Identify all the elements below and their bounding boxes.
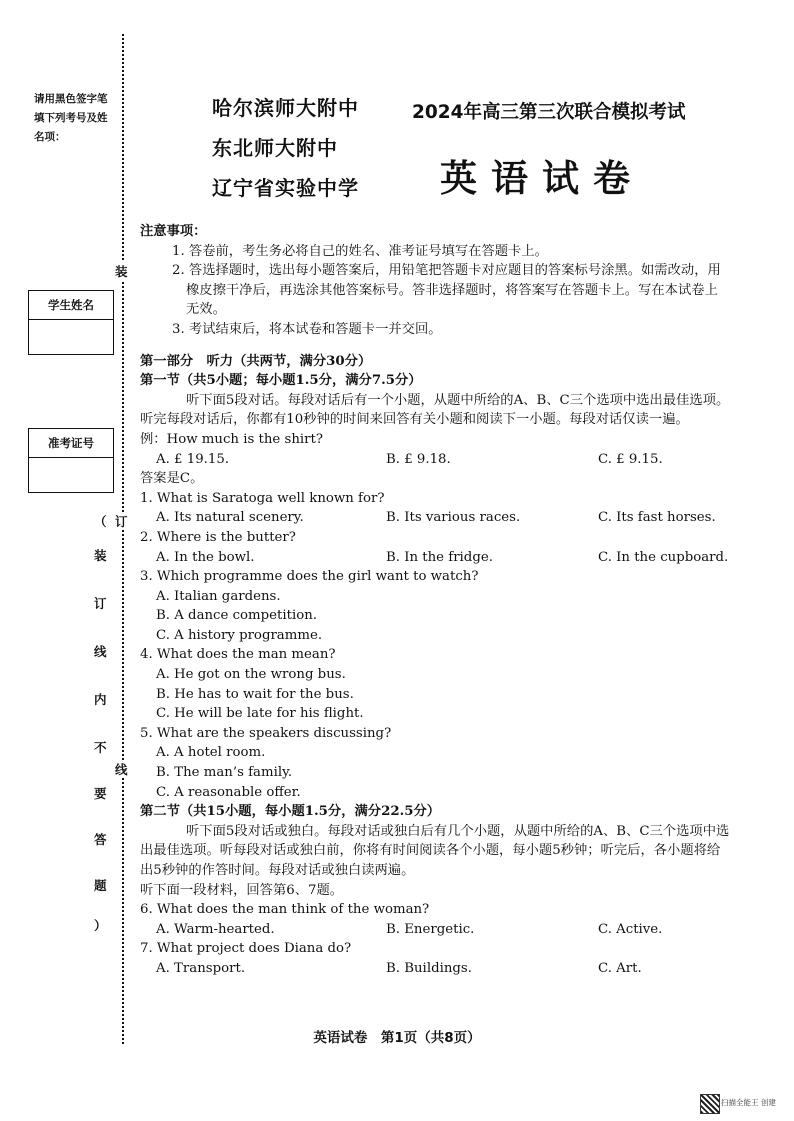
binding-notice-char: 装: [94, 548, 107, 563]
note-item: 3. 考试结束后，将本试卷和答题卡一并交回。: [172, 321, 442, 337]
option: B. Its various races.: [386, 510, 521, 526]
binding-char-xian: 线: [115, 762, 128, 777]
note-item: 2. 答选择题时，选出每小题答案后，用铅笔把答题卡对应题目的答案标号涂黑。如需改动，用: [172, 263, 721, 279]
binding-notice-char: ）: [94, 918, 107, 933]
binding-notice-char: 不: [94, 740, 107, 755]
page-footer: 英语试卷 第1页（共8页）: [313, 1030, 481, 1046]
school-name: 辽宁省实验中学: [212, 176, 359, 200]
option: B. £ 9.18.: [386, 451, 451, 467]
exam-title: 2024年高三第三次联合模拟考试: [412, 102, 686, 123]
question-options: [140, 508, 780, 528]
example-options: [140, 450, 780, 470]
option: A. Its natural scenery.: [156, 510, 304, 526]
option: A. Italian gardens.: [156, 588, 281, 604]
option: C. Its fast horses.: [598, 510, 716, 526]
option: C. Active.: [598, 921, 663, 937]
binding-notice-char: 订: [94, 596, 107, 611]
scanner-watermark: 扫描全能王 创建: [721, 1098, 776, 1107]
section2-lead: 听下面一段材料，回答第6、7题。: [140, 882, 344, 898]
option: C. A history programme.: [156, 627, 323, 643]
note-item: 1. 答卷前，考生务必将自己的姓名、准考证号填写在答题卡上。: [172, 243, 548, 259]
option: A. £ 19.15.: [156, 451, 230, 467]
option: C. In the cupboard.: [598, 549, 729, 565]
option: B. He has to wait for the bus.: [156, 686, 354, 702]
example-answer: 答案是C。: [140, 471, 204, 487]
option: B. Buildings.: [386, 960, 472, 976]
section2-title: 第二节（共15小题，每小题1.5分，满分22.5分）: [140, 804, 441, 820]
school-name: 哈尔滨师大附中: [212, 96, 359, 120]
qr-code-icon: [700, 1094, 720, 1114]
option: B. Energetic.: [386, 921, 475, 937]
binding-notice-char: 要: [94, 786, 107, 801]
section1-title: 第一节（共5小题；每小题1.5分，满分7.5分）: [140, 373, 422, 389]
question: 5. What are the speakers discussing?: [140, 725, 392, 741]
exam-id-box: [28, 428, 114, 493]
example-question: 例：How much is the shirt?: [140, 431, 323, 447]
binding-char-ding: 订: [115, 514, 128, 529]
question: 1. What is Saratoga well known for?: [140, 490, 385, 506]
option: C. Art.: [598, 960, 642, 976]
note-item: 橡皮擦干净后，再选涂其他答案标号。答非选择题时，将答案写在答题卡上。写在本试卷上: [186, 282, 718, 298]
option: A. Warm-hearted.: [156, 921, 275, 937]
question-options: [140, 920, 780, 940]
school-name: 东北师大附中: [212, 136, 338, 160]
binding-notice-char: 线: [94, 644, 107, 659]
option: C. A reasonable offer.: [156, 784, 301, 800]
question: 6. What does the man think of the woman?: [140, 902, 430, 918]
question-options: [140, 959, 780, 979]
question-options: [140, 548, 780, 568]
student-name-box: [28, 290, 114, 355]
section2-directions: 出5秒钟的作答时间。每段对话或独白读两遍。: [140, 863, 415, 878]
binding-notice-char: 答: [94, 832, 107, 847]
section1-directions: 听完每段对话后，你都有10秒钟的时间来回答有关小题和阅读下一小题。每段对话仅读一遍。: [140, 412, 689, 428]
binding-notice-char: 题: [94, 878, 107, 893]
binding-char-zhuang: 装: [115, 264, 128, 279]
part1-title: 第一部分 听力（共两节，满分30分）: [140, 353, 372, 369]
option: B. In the fridge.: [386, 549, 493, 565]
option: B. A dance competition.: [156, 608, 318, 624]
option: B. The man’s family.: [156, 765, 293, 781]
binding-line: [122, 34, 124, 1044]
question: 7. What project does Diana do?: [140, 941, 352, 957]
section1-directions: 听下面5段对话。每段对话后有一个小题，从题中所给的A、B、C三个选项中选出最佳选项。: [186, 392, 730, 408]
question: 4. What does the man mean?: [140, 647, 336, 663]
binding-notice-char: （: [94, 514, 107, 529]
binding-notice-char: 内: [94, 692, 107, 707]
question: 3. Which programme does the girl want to watch?: [140, 569, 479, 585]
option: A. He got on the wrong bus.: [156, 667, 346, 683]
option: A. In the bowl.: [156, 549, 255, 565]
section2-directions: 听下面5段对话或独白。每段对话或独白后有几个小题，从题中所给的A、B、C三个选项中选: [186, 823, 730, 839]
question: 2. Where is the butter?: [140, 529, 296, 545]
subject-title: 英语试卷: [440, 157, 644, 200]
option: A. Transport.: [156, 960, 246, 976]
section2-directions: 出最佳选项。听每段对话或独白前，你将有时间阅读各个小题，每小题5秒钟；听完后，各小题将给: [140, 843, 721, 859]
exam-id-label: 准考证号: [29, 429, 113, 458]
exam-content: [140, 222, 780, 979]
note-item: 无效。: [186, 302, 226, 318]
option: C. £ 9.15.: [598, 451, 663, 467]
exam-id-field[interactable]: [29, 458, 113, 492]
option: A. A hotel room.: [156, 745, 266, 761]
student-name-label: 学生姓名: [29, 291, 113, 320]
notes-heading: 注意事项：: [140, 224, 207, 239]
candidate-instruction: 请用黑色签字笔填下列考号及姓名项：: [34, 93, 108, 143]
student-name-field[interactable]: [29, 320, 113, 354]
option: C. He will be late for his flight.: [156, 706, 364, 722]
